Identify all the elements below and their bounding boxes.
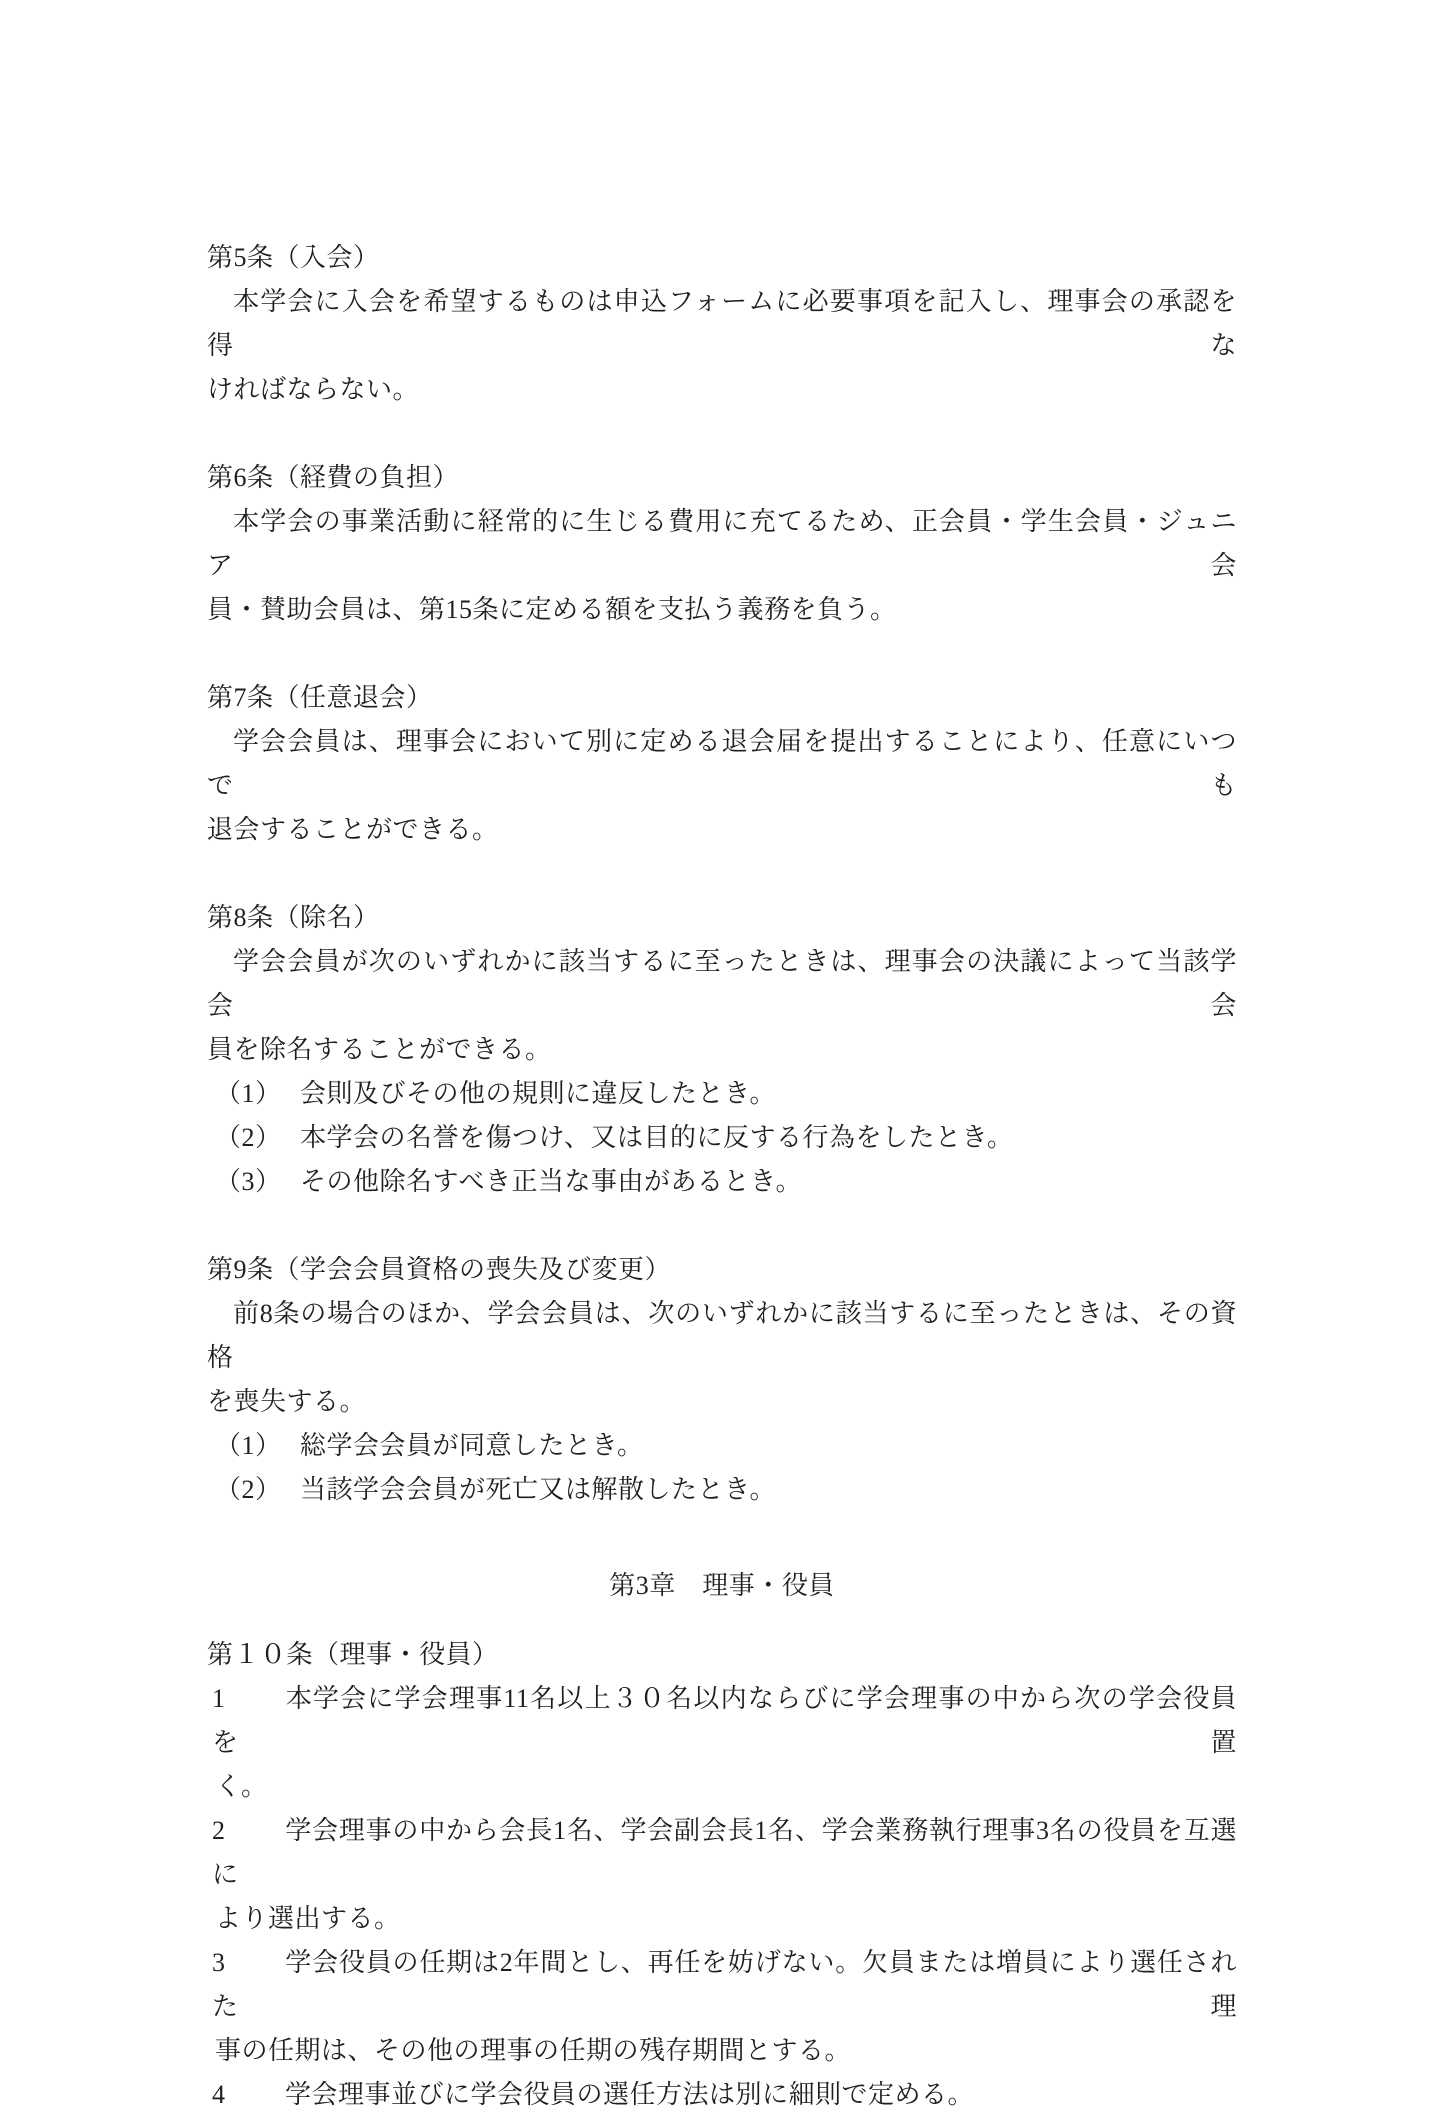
article-10-clause-2-line-2: より選出する。	[215, 1904, 401, 1933]
article-10-clause-2-number: 2	[212, 1816, 226, 1845]
article-8-item-1-text: 会則及びその他の規則に違反したとき。	[300, 1079, 776, 1108]
article-6-heading: 第6条（経費の負担）	[207, 463, 460, 492]
article-8-item-3	[207, 1160, 1237, 1204]
article-9-item-2-number: （2）	[215, 1475, 282, 1504]
article-8-line-1: 学会会員が次のいずれかに該当するに至ったときは、理事会の決議によって当該学会会	[207, 947, 1237, 1020]
article-8-item-2	[207, 1116, 1237, 1160]
article-5	[207, 236, 1237, 412]
article-9-item-1	[207, 1424, 1237, 1468]
article-9-heading: 第9条（学会会員資格の喪失及び変更）	[207, 1255, 672, 1284]
chapter-3-heading: 第3章 理事・役員	[609, 1571, 835, 1600]
article-9-item-1-number: （1）	[215, 1431, 282, 1460]
article-9-line-2: を喪失する。	[207, 1387, 367, 1416]
article-10-clause-3-line-2: 事の任期は、その他の理事の任期の残存期間とする。	[215, 2036, 852, 2065]
article-8-item-2-number: （2）	[215, 1123, 282, 1152]
article-7-line-1: 学会会員は、理事会において別に定める退会届を提出することにより、任意にいつでも	[207, 727, 1237, 800]
article-10-clause-1-line-2: く。	[215, 1772, 268, 1801]
article-8-item-3-number: （3）	[215, 1167, 282, 1196]
article-10	[207, 1633, 1237, 2117]
document-content	[207, 236, 1237, 2117]
article-7-heading: 第7条（任意退会）	[207, 683, 433, 712]
article-7-line-2: 退会することができる。	[207, 815, 499, 844]
article-9-line-1: 前8条の場合のほか、学会会員は、次のいずれかに該当するに至ったときは、その資格	[207, 1299, 1237, 1372]
article-6-line-2: 員・賛助会員は、第15条に定める額を支払う義務を負う。	[207, 595, 897, 624]
article-5-line-1: 本学会に入会を希望するものは申込フォームに必要事項を記入し、理事会の承認を得な	[207, 287, 1237, 360]
article-9-item-2-text: 当該学会会員が死亡又は解散したとき。	[300, 1475, 776, 1504]
article-8-item-1	[207, 1072, 1237, 1116]
article-6-line-1: 本学会の事業活動に経常的に生じる費用に充てるため、正会員・学生会員・ジュニア会	[207, 507, 1237, 580]
article-10-clause-1-number: 1	[212, 1684, 226, 1713]
article-8	[207, 896, 1237, 1204]
article-10-clause-4	[207, 2073, 1237, 2117]
article-7	[207, 676, 1237, 852]
article-8-item-2-text: 本学会の名誉を傷つけ、又は目的に反する行為をしたとき。	[300, 1123, 1014, 1152]
article-10-heading: 第１０条（理事・役員）	[207, 1640, 499, 1669]
article-8-item-3-text: その他除名すべき正当な事由があるとき。	[300, 1167, 802, 1196]
article-10-clause-2-text: 学会理事の中から会長1名、学会副会長1名、学会業務執行理事3名の役員を互選に	[212, 1816, 1237, 1889]
article-10-clause-2-line-1	[207, 1809, 1237, 1897]
article-10-clause-3-line-1	[207, 1941, 1237, 2029]
article-6	[207, 456, 1237, 632]
article-9-item-1-text: 総学会会員が同意したとき。	[300, 1431, 644, 1460]
article-5-heading: 第5条（入会）	[207, 243, 380, 272]
article-10-clause-4-text: 学会理事並びに学会役員の選任方法は別に細則で定める。	[285, 2080, 975, 2109]
article-5-line-2: ければならない。	[207, 375, 420, 404]
article-10-clause-1-line-1	[207, 1677, 1237, 1765]
article-10-clause-4-number: 4	[212, 2080, 226, 2109]
article-8-heading: 第8条（除名）	[207, 903, 380, 932]
article-10-clause-3-number: 3	[212, 1948, 226, 1977]
article-8-item-1-number: （1）	[215, 1079, 282, 1108]
article-10-clause-1-text: 本学会に学会理事11名以上３０名以内ならびに学会理事の中から次の学会役員を置	[212, 1684, 1237, 1757]
article-9-item-2	[207, 1468, 1237, 1512]
article-8-line-2: 員を除名することができる。	[207, 1035, 552, 1064]
article-10-clause-3-text: 学会役員の任期は2年間とし、再任を妨げない。欠員または増員により選任された理	[212, 1948, 1237, 2021]
article-9	[207, 1248, 1237, 1512]
